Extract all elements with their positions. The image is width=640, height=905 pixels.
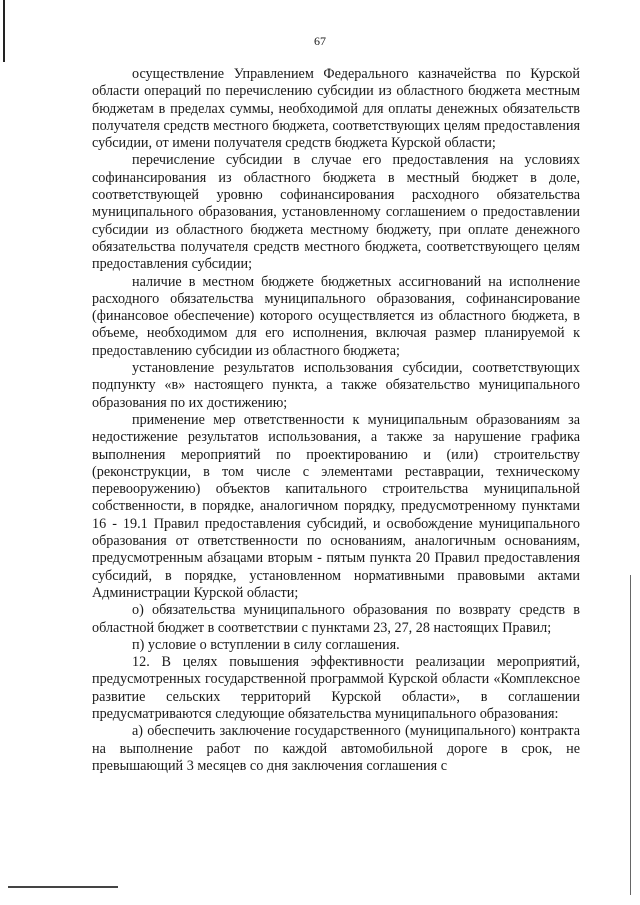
paragraph: о) обязательства муниципального образования по возврату средств в областной бюджет в соответствии с пунктами 23, 27, 28 настоящих Правил; bbox=[92, 602, 580, 636]
paragraph: а) обеспечить заключение государственного (муниципального) контракта на выполнение работ по каждой автомобильной дороге в срок, не превышающий 3 месяцев со дня заключения соглашения с bbox=[92, 723, 580, 774]
page-number: 67 bbox=[314, 34, 326, 48]
document-body bbox=[92, 66, 580, 775]
scan-edge-bottom bbox=[8, 886, 118, 888]
scan-edge-left bbox=[3, 0, 5, 62]
paragraph: п) условие о вступлении в силу соглашения. bbox=[132, 636, 400, 653]
paragraph: установление результатов использования субсидии, соответствующих подпункту «в» настоящего пункта, а также обязательство муниципального образования по их достижению; bbox=[92, 360, 580, 411]
paragraph: наличие в местном бюджете бюджетных ассигнований на исполнение расходного обязательства муниципального образования, софинансирование (финансовое обеспечение) которого осуществляется из областного бюджета, в объеме, необходимом для его исполнения, включая размер планируемой к предоставлению субсидии из областного бюджета; bbox=[92, 273, 580, 359]
paragraph: осуществление Управлением Федерального казначейства по Курской области операций по перечислению субсидии из областного бюджета местным бюджетам в пределах суммы, необходимой для оплаты денежных обязательств получателя средств местного бюджета, соответствующих целям предоставления субсидии, от имени получателя средств бюджета Курской области; bbox=[92, 66, 580, 152]
paragraph: применение мер ответственности к муниципальным образованиям за недостижение результатов использования, а также за нарушение графика выполнения мероприятий по проектированию и (или) строительству (реконструкции, в том числе с элементами реставрации, техническому перевооружению) объектов капитального строительства муниципальной собственности, в порядке, аналогичном порядку, предусмотренному пунктами 16 - 19.1 Правил предоставления субсидий, и освобождение муниципального образования от ответственности по основаниям, аналогичным основаниям, предусмотренным абзацами вторым - пятым пункта 20 Правил предоставления субсидий, в порядке, установленном нормативными правовыми актами Администрации Курской области; bbox=[92, 411, 580, 601]
paragraph: 12. В целях повышения эффективности реализации мероприятий, предусмотренных государственной программой Курской области «Комплексное развитие сельских территорий Курской области», в соглашении предусматриваются следующие обязательства муниципального образования: bbox=[92, 654, 580, 722]
scan-edge-right bbox=[630, 575, 631, 895]
paragraph: перечисление субсидии в случае его предоставления на условиях софинансирования из областного бюджета в местный бюджет в доле, соответствующей уровню софинансирования расходного обязательства муниципального образования, установленному соглашением о предоставлении субсидии из областного бюджета местному бюджету, при оплате денежного обязательства получателя средств местного бюджета, соответствующего целям предоставления субсидии; bbox=[92, 152, 580, 273]
